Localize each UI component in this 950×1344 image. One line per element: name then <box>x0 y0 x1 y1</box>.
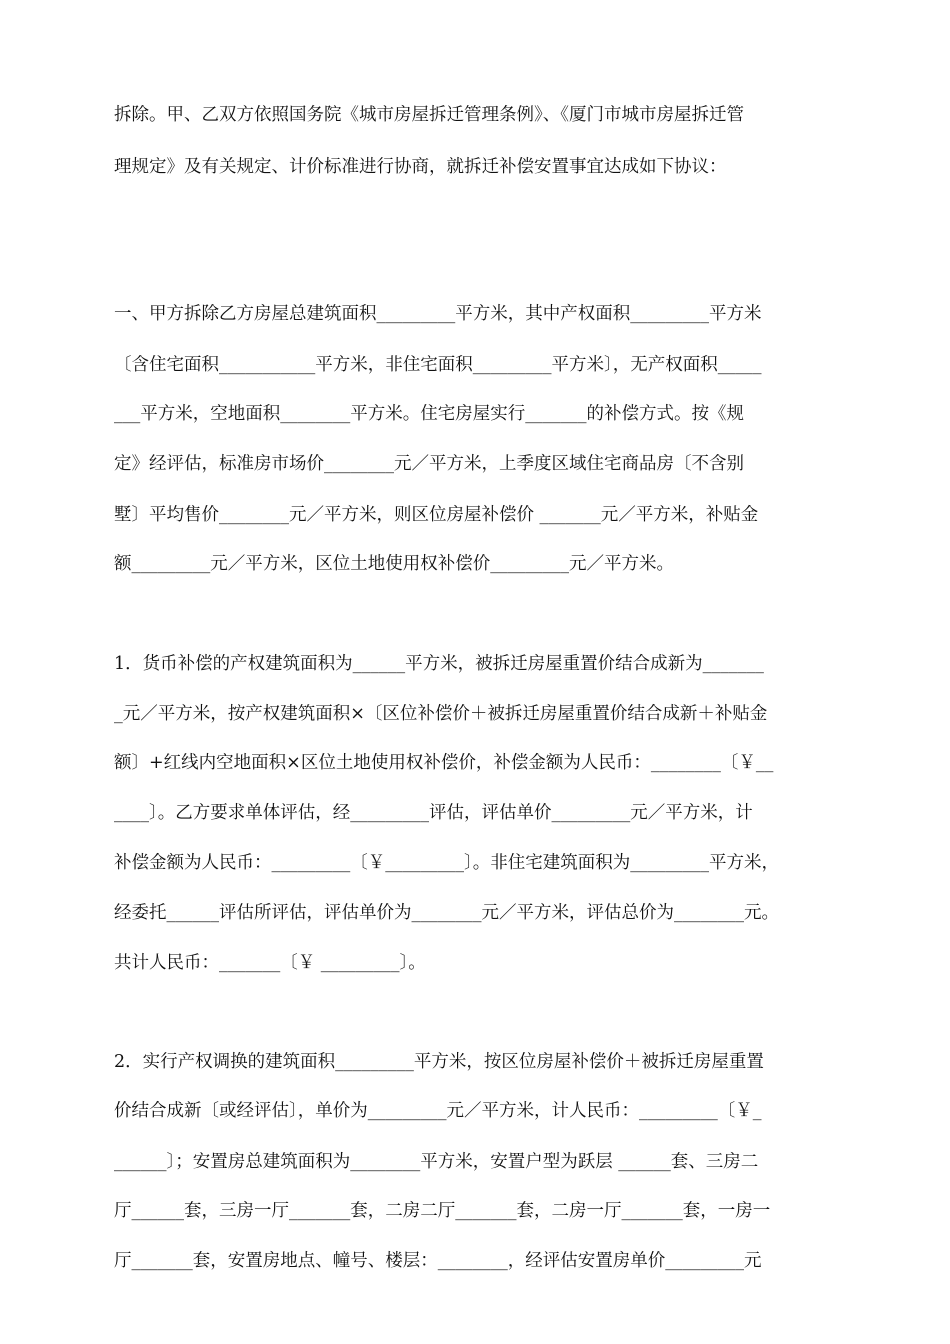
item-1-line-3: 额〕+红线内空地面积×区位土地使用权补偿价，补偿金额为人民币：________〔￥__ <box>114 753 774 773</box>
section-1-line-6: 额_________元／平方米，区位土地使用权补偿价_________元／平方米。 <box>114 554 674 574</box>
section-1-line-3: ___平方米，空地面积________平方米。住宅房屋实行_______的补偿方式。按《规 <box>114 404 744 424</box>
item-2-line-5: 厅_______套，安置房地点、幢号、楼层：________，经评估安置房单价_________元 <box>114 1251 762 1271</box>
item-1-line-5: 补偿金额为人民币：_________〔￥_________〕。非住宅建筑面积为_________平方米， <box>114 853 779 873</box>
section-1-line-2: 〔含住宅面积___________平方米，非住宅面积_________平方米〕，无产权面积_____ <box>114 355 762 375</box>
item-1-line-1: 1．货币补偿的产权建筑面积为______平方米，被拆迁房屋重置价结合成新为_______ <box>114 654 764 674</box>
intro-line-2: 理规定》及有关规定、计价标准进行协商，就拆迁补偿安置事宜达成如下协议： <box>114 157 727 177</box>
item-1-line-2: _元／平方米，按产权建筑面积×〔区位补偿价＋被拆迁房屋重置价结合成新＋补贴金 <box>114 704 768 724</box>
item-1-line-7: 共计人民币：_______〔￥ _________〕。 <box>114 953 426 973</box>
section-1-line-1: 一、甲方拆除乙方房屋总建筑面积_________平方米，其中产权面积_________平方米 <box>114 304 762 324</box>
item-1-line-6: 经委托______评估所评估，评估单价为________元／平方米，评估总价为________元。 <box>114 903 779 923</box>
item-2-line-4: 厅______套，三房一厅_______套，二房二厅_______套，二房一厅_______套，一房一 <box>114 1201 771 1221</box>
item-2-line-1: 2．实行产权调换的建筑面积_________平方米，按区位房屋补偿价＋被拆迁房屋重置 <box>114 1052 764 1072</box>
item-2-line-3: ______〕；安置房总建筑面积为________平方米，安置户型为跃层 ______套、三房二 <box>114 1152 759 1172</box>
item-1-line-4: ____〕。乙方要求单体评估，经_________评估，评估单价_________元／平方米，计 <box>114 803 753 823</box>
section-1-line-5: 墅〕平均售价________元／平方米，则区位房屋补偿价 _______元／平方米，补贴金 <box>114 505 759 525</box>
section-1-line-4: 定》经评估，标准房市场价________元／平方米，上季度区域住宅商品房〔不含别 <box>114 454 744 474</box>
intro-line-1: 拆除。甲、乙双方依照国务院《城市房屋拆迁管理条例》、《厦门市城市房屋拆迁管 <box>114 105 744 125</box>
item-2-line-2: 价结合成新〔或经评估〕，单价为_________元／平方米，计人民币：_________〔￥_ <box>114 1101 762 1121</box>
